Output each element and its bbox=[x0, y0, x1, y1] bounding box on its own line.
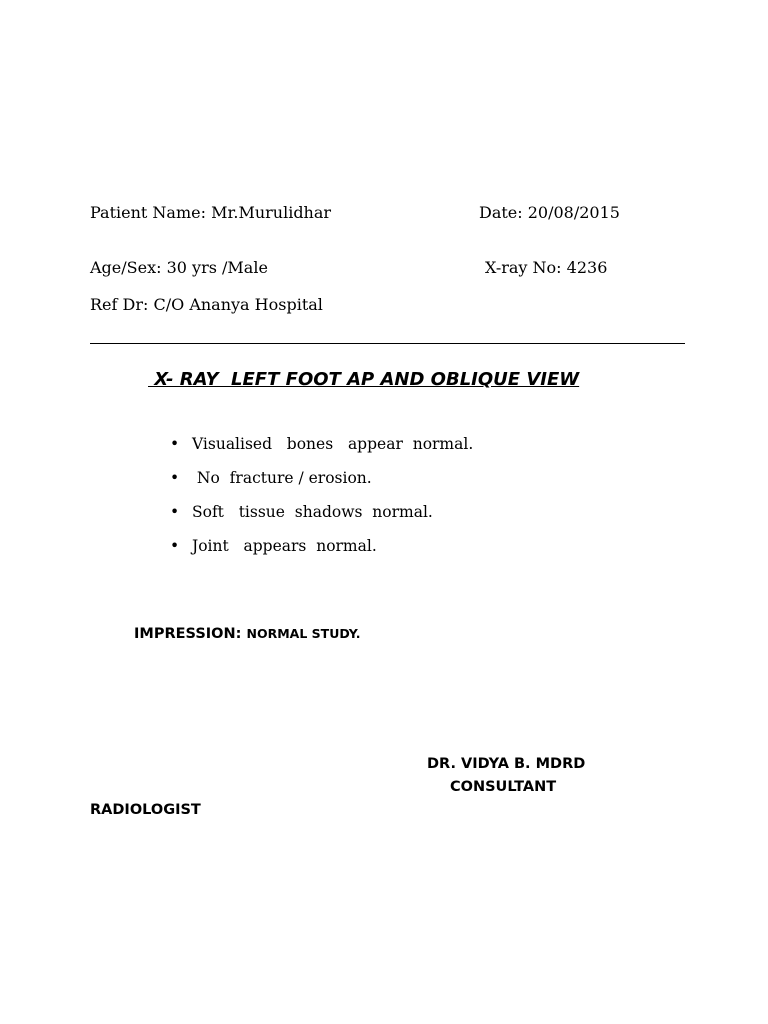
doctor-name: DR. VIDYA B. MDRD bbox=[427, 756, 586, 772]
impression-value: NORMAL STUDY. bbox=[246, 626, 361, 641]
age-sex: Age/Sex: 30 yrs /Male bbox=[90, 258, 268, 277]
findings-list bbox=[170, 431, 473, 567]
report-title: X- RAY LEFT FOOT AP AND OBLIQUE VIEW bbox=[148, 369, 580, 390]
finding-text: Visualised bones appear normal. bbox=[192, 435, 474, 453]
xray-number: X-ray No: 4236 bbox=[485, 258, 608, 277]
impression bbox=[134, 623, 361, 642]
finding-text: Soft tissue shadows normal. bbox=[192, 503, 433, 521]
impression-label: IMPRESSION: bbox=[134, 626, 242, 642]
finding-text: Joint appears normal. bbox=[192, 537, 377, 555]
patient-name: Patient Name: Mr.Murulidhar bbox=[90, 203, 332, 222]
finding-item bbox=[170, 533, 473, 567]
bullet-icon: • bbox=[170, 503, 180, 521]
finding-item bbox=[170, 431, 473, 465]
bullet-icon: • bbox=[170, 469, 180, 487]
report-date: Date: 20/08/2015 bbox=[479, 203, 620, 222]
bullet-icon: • bbox=[170, 537, 180, 555]
doctor-department: RADIOLOGIST bbox=[90, 802, 201, 818]
bullet-icon: • bbox=[170, 435, 180, 453]
finding-item bbox=[170, 499, 473, 533]
header-divider bbox=[90, 343, 685, 344]
referring-doctor: Ref Dr: C/O Ananya Hospital bbox=[90, 295, 323, 314]
finding-text: No fracture / erosion. bbox=[192, 469, 372, 487]
doctor-role: CONSULTANT bbox=[450, 779, 557, 795]
finding-item bbox=[170, 465, 473, 499]
